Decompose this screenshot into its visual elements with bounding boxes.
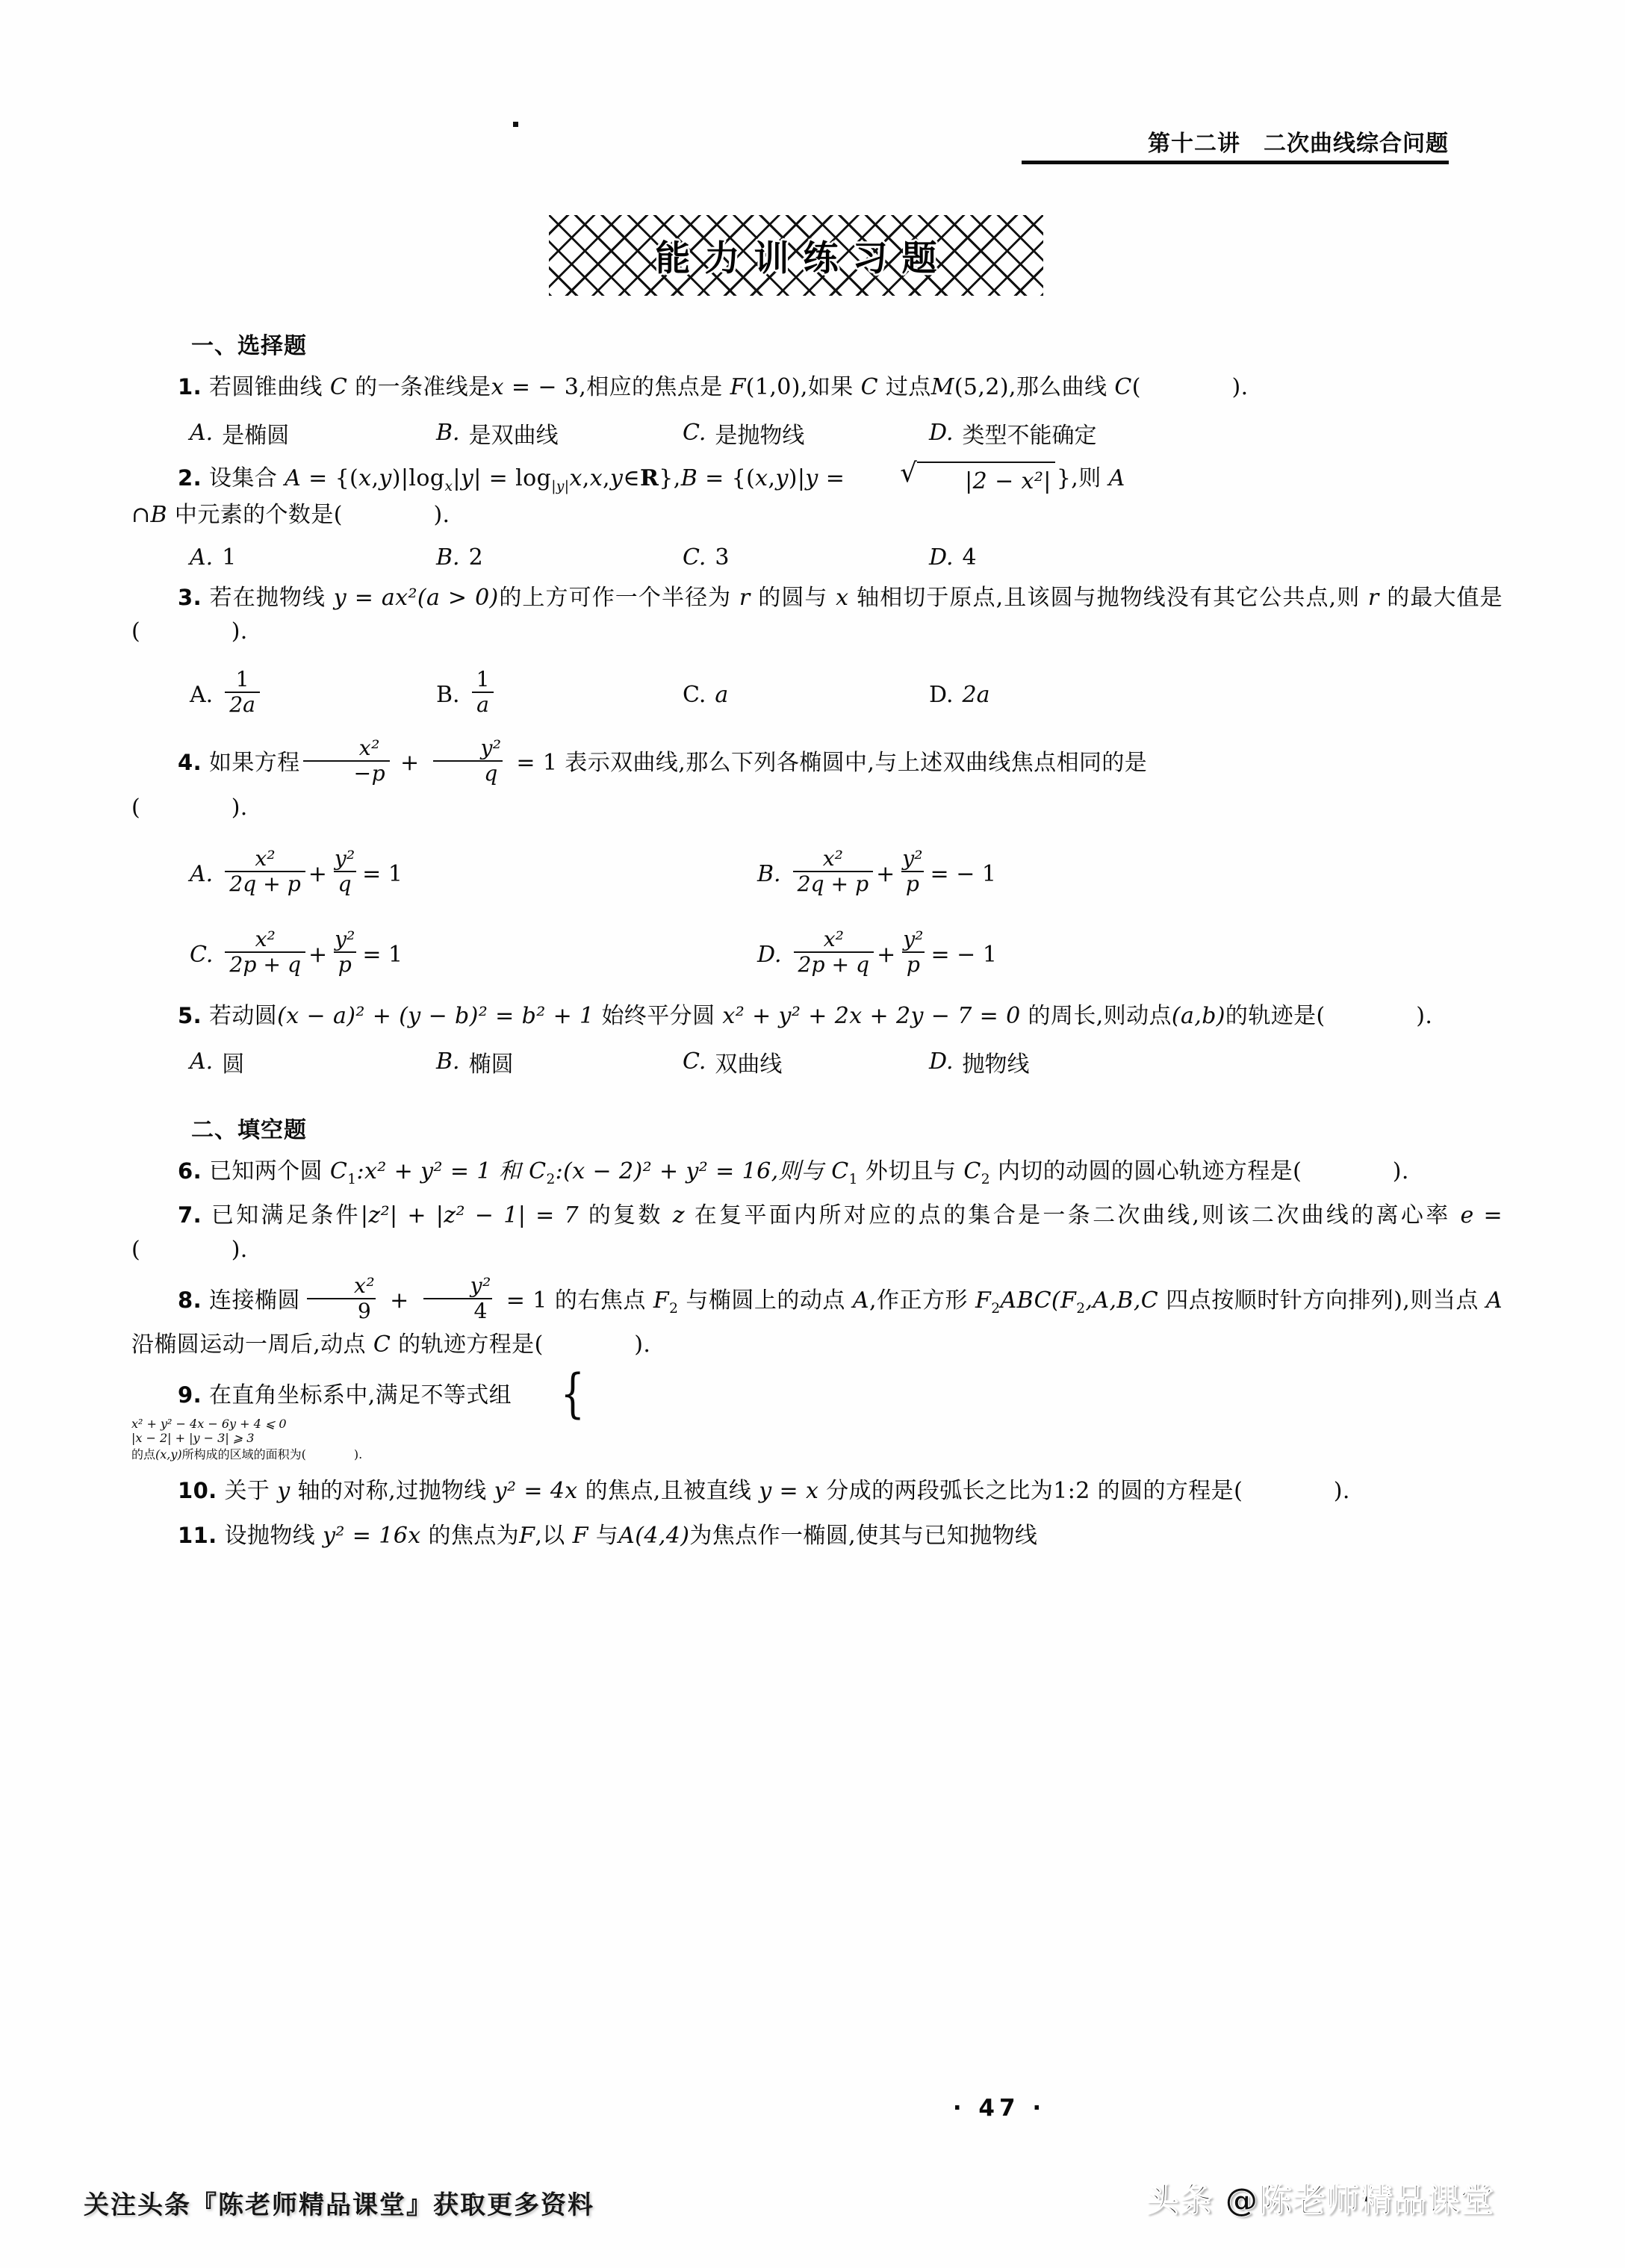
p8-mid3: ,作正方形 [869, 1287, 976, 1314]
p11-mid: 的焦点为 [420, 1522, 520, 1549]
p3-x1: x [836, 584, 849, 611]
p8-mid2: 与椭圆上的动点 [678, 1287, 853, 1314]
p2-option-d[interactable] [929, 544, 1175, 571]
p4-option-b-label: B. [757, 860, 781, 887]
problem-3 [131, 581, 1503, 649]
p2-c3: , [582, 465, 590, 491]
p3-option-b-label: B. [436, 682, 460, 709]
p4-f2-den: q [433, 760, 502, 785]
p8-F2-sub: 2 [669, 1300, 679, 1317]
problem-7 [131, 1199, 1503, 1267]
p8-F2: F [653, 1287, 670, 1314]
p6-eq1: :x² + y² = 1 和 [356, 1158, 529, 1184]
p4-option-c[interactable]: C. $\frac{\text{x²}}{2p + q}$ + $\frac{\text{y²}}{p}$ = 1 [190, 926, 403, 977]
p2-cap: ∩ [131, 502, 151, 529]
problem-4-number: 4. [178, 749, 202, 775]
p8-mid4: 沿椭圆运动一周后,动点 [131, 1332, 373, 1358]
p9-tail: 所构成的区域的面积为( ). [181, 1447, 363, 1462]
page-number: · 47 · [952, 2095, 1046, 2122]
p3-option-c[interactable] [683, 682, 929, 708]
p3-tail: 的最大值是( ). [131, 584, 1503, 645]
problem-8 [131, 1273, 1503, 1365]
p5-mid2: 的周长,则动点 [1020, 1003, 1172, 1030]
p7-mid: 的复数 [578, 1202, 673, 1229]
p5-option-d-text: 抛物线 [962, 1051, 1030, 1078]
p1-option-c-label: C. [683, 420, 706, 447]
p10-mid: 轴的对称,过抛物线 [290, 1478, 494, 1505]
p2-option-c-label: C. [683, 544, 706, 571]
p3-option-d[interactable] [929, 682, 1175, 708]
p3-option-d-value: 2a [962, 682, 990, 709]
p3-option-c-value: a [715, 682, 729, 709]
p8-args: (F [1051, 1287, 1077, 1314]
p2-A2: A [1108, 465, 1125, 491]
p8-args-sub: 2 [1076, 1300, 1086, 1317]
p6-C1-sub: 1 [347, 1171, 357, 1187]
p5-tail: 的轨迹是( ). [1225, 1003, 1433, 1030]
problem-11 [131, 1519, 1503, 1553]
problem-3-number: 3. [178, 584, 202, 610]
p1-var-M: M [930, 374, 954, 400]
p3-option-b[interactable] [436, 667, 683, 719]
p4-opt-c-f2n: y² [335, 926, 355, 951]
p4-f2-num: y² [480, 736, 502, 761]
p10-lead: 关于 [224, 1478, 278, 1505]
p3-opt-b-den: a [472, 692, 494, 716]
problem-11-number: 11. [178, 1522, 217, 1548]
p3-option-b-fraction [472, 668, 494, 716]
p5-mid: 始终平分圆 [594, 1003, 723, 1030]
p6-C2-sub: 2 [546, 1171, 556, 1187]
p2-lead: 设集合 [208, 465, 285, 491]
p5-option-d[interactable] [929, 1046, 1175, 1078]
p2-c2: )|log [391, 465, 445, 491]
p4-f1-den: −p [303, 760, 390, 785]
p11-A: A [618, 1522, 636, 1549]
p6-C2: C [529, 1158, 547, 1184]
problem-10-number: 10. [178, 1478, 217, 1504]
p4-opt-d-frac2 [898, 928, 928, 976]
p3-mid3: 轴相切于原点,且该圆与抛物线没有其它公共点,则 [848, 584, 1368, 611]
problem-4 [131, 736, 1503, 827]
p5-option-d-label: D. [929, 1048, 954, 1075]
p4-opt-a-f2d: q [334, 871, 356, 895]
p2-x1: x [358, 465, 372, 491]
p1-text-b: 的一条准线是 [347, 374, 491, 400]
p2-absbar2: | = log [473, 465, 552, 491]
p2-y1: y [379, 465, 392, 491]
p8-fraction-1 [303, 1275, 379, 1323]
problem-1 [131, 370, 1503, 405]
p2-set-A: A [285, 465, 302, 491]
p1-option-a-label: A. [190, 420, 214, 447]
p2-x4: x [755, 465, 768, 491]
p2-option-d-text: 4 [962, 544, 977, 571]
problem-1-number: 1. [178, 374, 202, 400]
radical-icon: √ [900, 457, 918, 488]
p7-e: e [1460, 1202, 1474, 1229]
p11-tail: 为焦点作一椭圆,使其与已知抛物线 [689, 1522, 1038, 1549]
p1-option-b-text: 是双曲线 [468, 422, 559, 449]
p8-sq-sub: 2 [991, 1300, 1001, 1317]
p4-opt-d-rhs: = − 1 [930, 941, 997, 968]
p8-f2-den: 4 [423, 1298, 492, 1323]
p1-var-C3: C [1114, 374, 1132, 400]
p1-F-args: (1,0),如果 [745, 374, 861, 400]
p4-opt-d-frac1 [794, 928, 874, 976]
p2-option-c-text: 3 [715, 544, 730, 571]
p8-sq2: ABC [1000, 1287, 1051, 1314]
p2-x2: x [569, 465, 582, 491]
p10-mid3: 分成的两段弧长之比为 [818, 1478, 1054, 1505]
p4-fraction-1 [303, 737, 390, 785]
p4-opt-c-f2d: p [334, 951, 356, 976]
p4-opt-d-f2d: p [902, 951, 925, 976]
left-brace-icon: { [560, 1363, 585, 1425]
p6-C2b: C [963, 1158, 981, 1184]
p4-lead: 如果方程 [208, 749, 300, 776]
p4-opt-b-frac2 [898, 845, 927, 896]
p5-lead: 若动圆 [208, 1003, 278, 1030]
p3-option-d-label: D. [929, 682, 954, 709]
p8-args2: ,A,B,C [1085, 1287, 1159, 1314]
p3-option-c-label: C. [683, 682, 706, 709]
p8-lead: 连接椭圆 [209, 1287, 301, 1314]
header-rule [1022, 161, 1449, 164]
p2-option-b-label: B. [436, 544, 460, 571]
p4-f1-num: x² [358, 736, 380, 761]
p1-option-d-text: 类型不能确定 [962, 422, 1097, 449]
p7-lead: 已知满足条件 [211, 1202, 361, 1229]
p4-opt-c-rhs: = 1 [362, 941, 403, 968]
p4-option-c-label: C. [190, 941, 214, 968]
p2-y5: y [805, 465, 818, 491]
p2-sub-x: x [444, 478, 453, 494]
p7-tail: = ( ). [131, 1202, 1503, 1263]
p2-option-c[interactable] [683, 544, 929, 571]
problem-3-options [131, 661, 1503, 730]
p3-opt-a-den: 2a [225, 692, 260, 716]
p4-option-d-label: D. [757, 941, 782, 968]
p11-A-args: (4,4) [635, 1522, 690, 1549]
p5-option-a-text: 圆 [222, 1051, 245, 1078]
p1-eq-x: x [491, 374, 504, 400]
p5-option-a-label: A. [190, 1048, 214, 1075]
p5-option-c[interactable] [683, 1046, 929, 1078]
p1-text-a: 若圆锥曲线 [208, 374, 330, 400]
p9-case-1: x² + y² − 4x − 6y + 4 ⩽ 0 [131, 1417, 287, 1432]
p2-reals-R: R [639, 465, 659, 491]
p2-option-b-text: 2 [468, 544, 483, 571]
p5-option-b-label: B. [436, 1048, 460, 1075]
p6-mid: 外切且与 [857, 1158, 964, 1184]
p2-in: ∈ [623, 465, 640, 491]
watermark-right: 头条 @陈老师精品课堂 [1146, 2181, 1494, 2219]
p5-eq1: (x − a)² + (y − b)² = b² + 1 [277, 1003, 594, 1030]
p4-opt-b-f2d: p [901, 871, 924, 895]
p6-C1b: C [831, 1158, 849, 1184]
p10-y-axis: y [277, 1478, 290, 1505]
p8-mid: = 1 的右焦点 [498, 1287, 653, 1314]
p1-var-F: F [730, 374, 746, 400]
p4-plus: + [393, 749, 427, 776]
p11-lead: 设抛物线 [224, 1522, 323, 1549]
p2-close1: }, [659, 465, 681, 491]
p11-F: F [519, 1522, 535, 1549]
chapter-title: 第十二讲 二次曲线综合问题 [1148, 131, 1449, 157]
p6-lead: 已知两个圆 [208, 1158, 330, 1184]
problem-6 [131, 1155, 1503, 1189]
banner-title: 能力训练习题 [655, 237, 951, 279]
p2-y3: y [609, 465, 624, 491]
p7-mid2: 在复平面内所对应的点的集合是一条二次曲线,则该二次曲线的离心率 [684, 1202, 1461, 1229]
p8-fraction-2 [420, 1275, 496, 1323]
p2-radicand: |2 − x²| [917, 462, 1055, 499]
p1-option-a-text: 是椭圆 [222, 422, 290, 449]
p8-Cpt: C [373, 1332, 391, 1358]
p2-option-a-text: 1 [222, 544, 237, 571]
p2-set-B: B [680, 465, 698, 491]
p11-equation: y² = 16x [323, 1522, 421, 1549]
problem-9-number: 9. [178, 1382, 202, 1408]
p4-option-a-label: A. [190, 860, 214, 887]
p8-tail: 的轨迹方程是( ). [391, 1332, 651, 1358]
p5-option-c-label: C. [683, 1048, 706, 1075]
p11-mid2: ,以 [535, 1522, 573, 1549]
problem-5 [131, 999, 1503, 1034]
p10-ratio: 1:2 [1053, 1478, 1090, 1505]
p4-opt-b-f1n: x² [822, 845, 843, 871]
p3-option-a-fraction [225, 668, 260, 716]
problem-2-options [131, 544, 1503, 571]
p2-absbar1: | [453, 465, 461, 491]
content-column [131, 327, 1503, 1553]
p5-eq2: x² + y² + 2x + 2y − 7 = 0 [722, 1003, 1021, 1030]
p1-M-args: (5,2),那么曲线 [954, 374, 1115, 400]
watermark-left: 关注头条『陈老师精品课堂』获取更多资料 [84, 2190, 594, 2220]
p5-option-c-text: 双曲线 [715, 1051, 783, 1078]
p4-option-b[interactable]: B. $\frac{\text{x²}}{2q + p}$ + $\frac{\text{y²}}{p}$ = − 1 [757, 845, 996, 896]
p6-tail: 内切的动圆的圆心轨迹方程是( ). [989, 1158, 1409, 1184]
p2-option-d-label: D. [929, 544, 954, 571]
p4-fraction-2 [429, 737, 506, 785]
p1-option-b[interactable] [436, 417, 683, 450]
p2-sub-absy: |y| [551, 478, 570, 494]
p4-opt-a-frac2 [330, 845, 359, 896]
p1-blank: ( ). [1131, 374, 1249, 400]
p2-c1: , [371, 465, 379, 491]
p9-lead: 在直角坐标系中,满足不等式组 [208, 1382, 512, 1408]
p3-mid2: 的圆与 [750, 584, 836, 611]
p3-mid: 的上方可作一个半径为 [498, 584, 739, 611]
p11-F2: F [572, 1522, 588, 1549]
p9-point: (x,y) [155, 1447, 182, 1462]
section-banner [549, 215, 1043, 296]
p2-sqrt [854, 457, 1055, 499]
p8-f2-num: y² [470, 1273, 491, 1298]
p4-opt-d-f1d: 2p + q [794, 951, 874, 976]
p8-sq: F [975, 1287, 992, 1314]
p10-equation: y² = 4x [494, 1478, 578, 1505]
p10-line: y = x [759, 1478, 819, 1505]
p2-B2: B [150, 502, 167, 529]
p1-var-C: C [329, 374, 348, 400]
p8-A: A [852, 1287, 869, 1314]
p8-f1-num: x² [354, 1273, 376, 1298]
p8-f1-den: 9 [307, 1298, 376, 1323]
p4-eq: = 1 表示双曲线,那么下列各椭圆中,与上述双曲线焦点相同的是 [509, 749, 1148, 776]
p4-opt-a-f1d: 2q + p [225, 871, 305, 895]
p2-c5: , [768, 465, 776, 491]
p7-z: z [672, 1202, 685, 1229]
p6-C2b-sub: 2 [981, 1171, 990, 1187]
p9-mid: 的点 [131, 1447, 156, 1462]
p4-blank: ( ). [131, 794, 248, 821]
p4-opt-c-frac2 [330, 928, 359, 976]
p4-opt-b-rhs: = − 1 [930, 860, 996, 887]
p2-option-a[interactable] [190, 544, 436, 571]
p1-option-b-label: B. [436, 420, 460, 447]
p1-text-c: 过点 [877, 374, 931, 400]
p6-C1b-sub: 1 [848, 1171, 858, 1187]
problem-2 [131, 457, 1503, 532]
p5-option-b[interactable] [436, 1046, 683, 1078]
p4-opt-d-f2n: y² [903, 926, 924, 951]
p2-c6: )| [788, 465, 806, 491]
problem-1-options [131, 417, 1503, 450]
p2-c4: , [603, 465, 610, 491]
p4-opt-a-f1n: x² [255, 845, 276, 871]
p3-option-a[interactable] [190, 667, 436, 719]
p4-option-d[interactable]: D. $\frac{\text{x²}}{2p + q}$ + $\frac{\text{y²}}{p}$ = − 1 [757, 926, 997, 977]
problem-7-number: 7. [178, 1202, 202, 1228]
p4-opt-a-rhs: = 1 [362, 860, 403, 887]
p3-opt-b-num: 1 [476, 667, 490, 692]
p4-option-a[interactable]: A. $\frac{\text{x²}}{2q + p}$ + $\frac{\text{y²}}{q}$ = 1 [190, 845, 403, 896]
p1-option-a[interactable] [190, 417, 436, 450]
p2-eq1: = {( [301, 465, 359, 491]
p4-opt-b-f1d: 2q + p [793, 871, 874, 895]
p4-opt-c-frac1 [225, 928, 305, 976]
problem-5-options [131, 1046, 1503, 1078]
p10-tail: 的圆的方程是( ). [1090, 1478, 1350, 1505]
p5-option-a[interactable] [190, 1046, 436, 1078]
p4-opt-a-frac1 [225, 845, 305, 896]
p2-eq2: = {( [697, 465, 756, 491]
p2-x3: x [589, 465, 603, 491]
p3-lead: 若在抛物线 [209, 584, 334, 611]
p4-opt-c-f1d: 2p + q [225, 951, 305, 976]
p3-r2: r [1367, 584, 1379, 611]
running-header [1022, 131, 1449, 164]
p7-equation: |z²| + |z² − 1| = 7 [360, 1202, 579, 1229]
p2-eq3: = [818, 465, 853, 491]
p8-plus: + [382, 1287, 417, 1314]
p2-tail: 中元素的个数是( ). [167, 502, 450, 529]
p2-y2: y [460, 465, 474, 491]
section-heading-fill: 二、填空题 [191, 1116, 307, 1143]
p9-case-2: |x − 2| + |y − 3| ⩾ 3 [131, 1431, 255, 1446]
p1-option-d[interactable] [929, 417, 1175, 450]
p9-cases-system [516, 1363, 593, 1425]
p3-option-a-label: A. [190, 682, 214, 709]
p10-mid2: 的焦点,且被直线 [577, 1478, 759, 1505]
p1-var-C2: C [860, 374, 878, 400]
section-heading-choice: 一、选择题 [191, 333, 307, 359]
p8-args3: 四点按顺时针方向排列),则当点 [1158, 1287, 1486, 1314]
p2-close2: },则 [1056, 465, 1109, 491]
p2-option-b[interactable] [436, 544, 683, 571]
scan-speck-artifact [513, 122, 518, 127]
problem-2-number: 2. [178, 465, 202, 491]
p4-opt-d-f1n: x² [823, 926, 844, 951]
banner-inner [549, 215, 1043, 296]
p1-option-c-text: 是抛物线 [715, 422, 805, 449]
problem-5-number: 5. [178, 1003, 202, 1029]
p1-eq-x-rest: = − 3,相应的焦点是 [503, 374, 730, 400]
problem-6-number: 6. [178, 1158, 202, 1184]
problem-4-options-row-2 [131, 920, 1503, 989]
p4-opt-c-f1n: x² [255, 926, 276, 951]
problem-10 [131, 1474, 1503, 1509]
p3-opt-a-num: 1 [235, 667, 249, 692]
p8-Apt: A [1485, 1287, 1503, 1314]
p3-equation: y = ax²(a > 0) [333, 584, 499, 611]
p4-opt-b-f2n: y² [902, 845, 923, 871]
p1-option-d-label: D. [929, 420, 954, 447]
p6-eq2: :(x − 2)² + y² = 16,则与 [555, 1158, 832, 1184]
p2-option-a-label: A. [190, 544, 214, 571]
p11-mid3: 与 [588, 1522, 619, 1549]
p6-C1: C [329, 1158, 348, 1184]
problem-8-number: 8. [178, 1287, 202, 1313]
p4-opt-a-f2n: y² [334, 845, 355, 871]
p4-opt-b-frac1 [793, 845, 874, 896]
p5-eq3: (a,b) [1171, 1003, 1225, 1030]
p2-y4: y [775, 465, 789, 491]
p1-option-c[interactable] [683, 417, 929, 450]
p3-r1: r [739, 584, 751, 611]
problem-4-options-row-1 [131, 839, 1503, 908]
p5-option-b-text: 椭圆 [468, 1051, 514, 1078]
